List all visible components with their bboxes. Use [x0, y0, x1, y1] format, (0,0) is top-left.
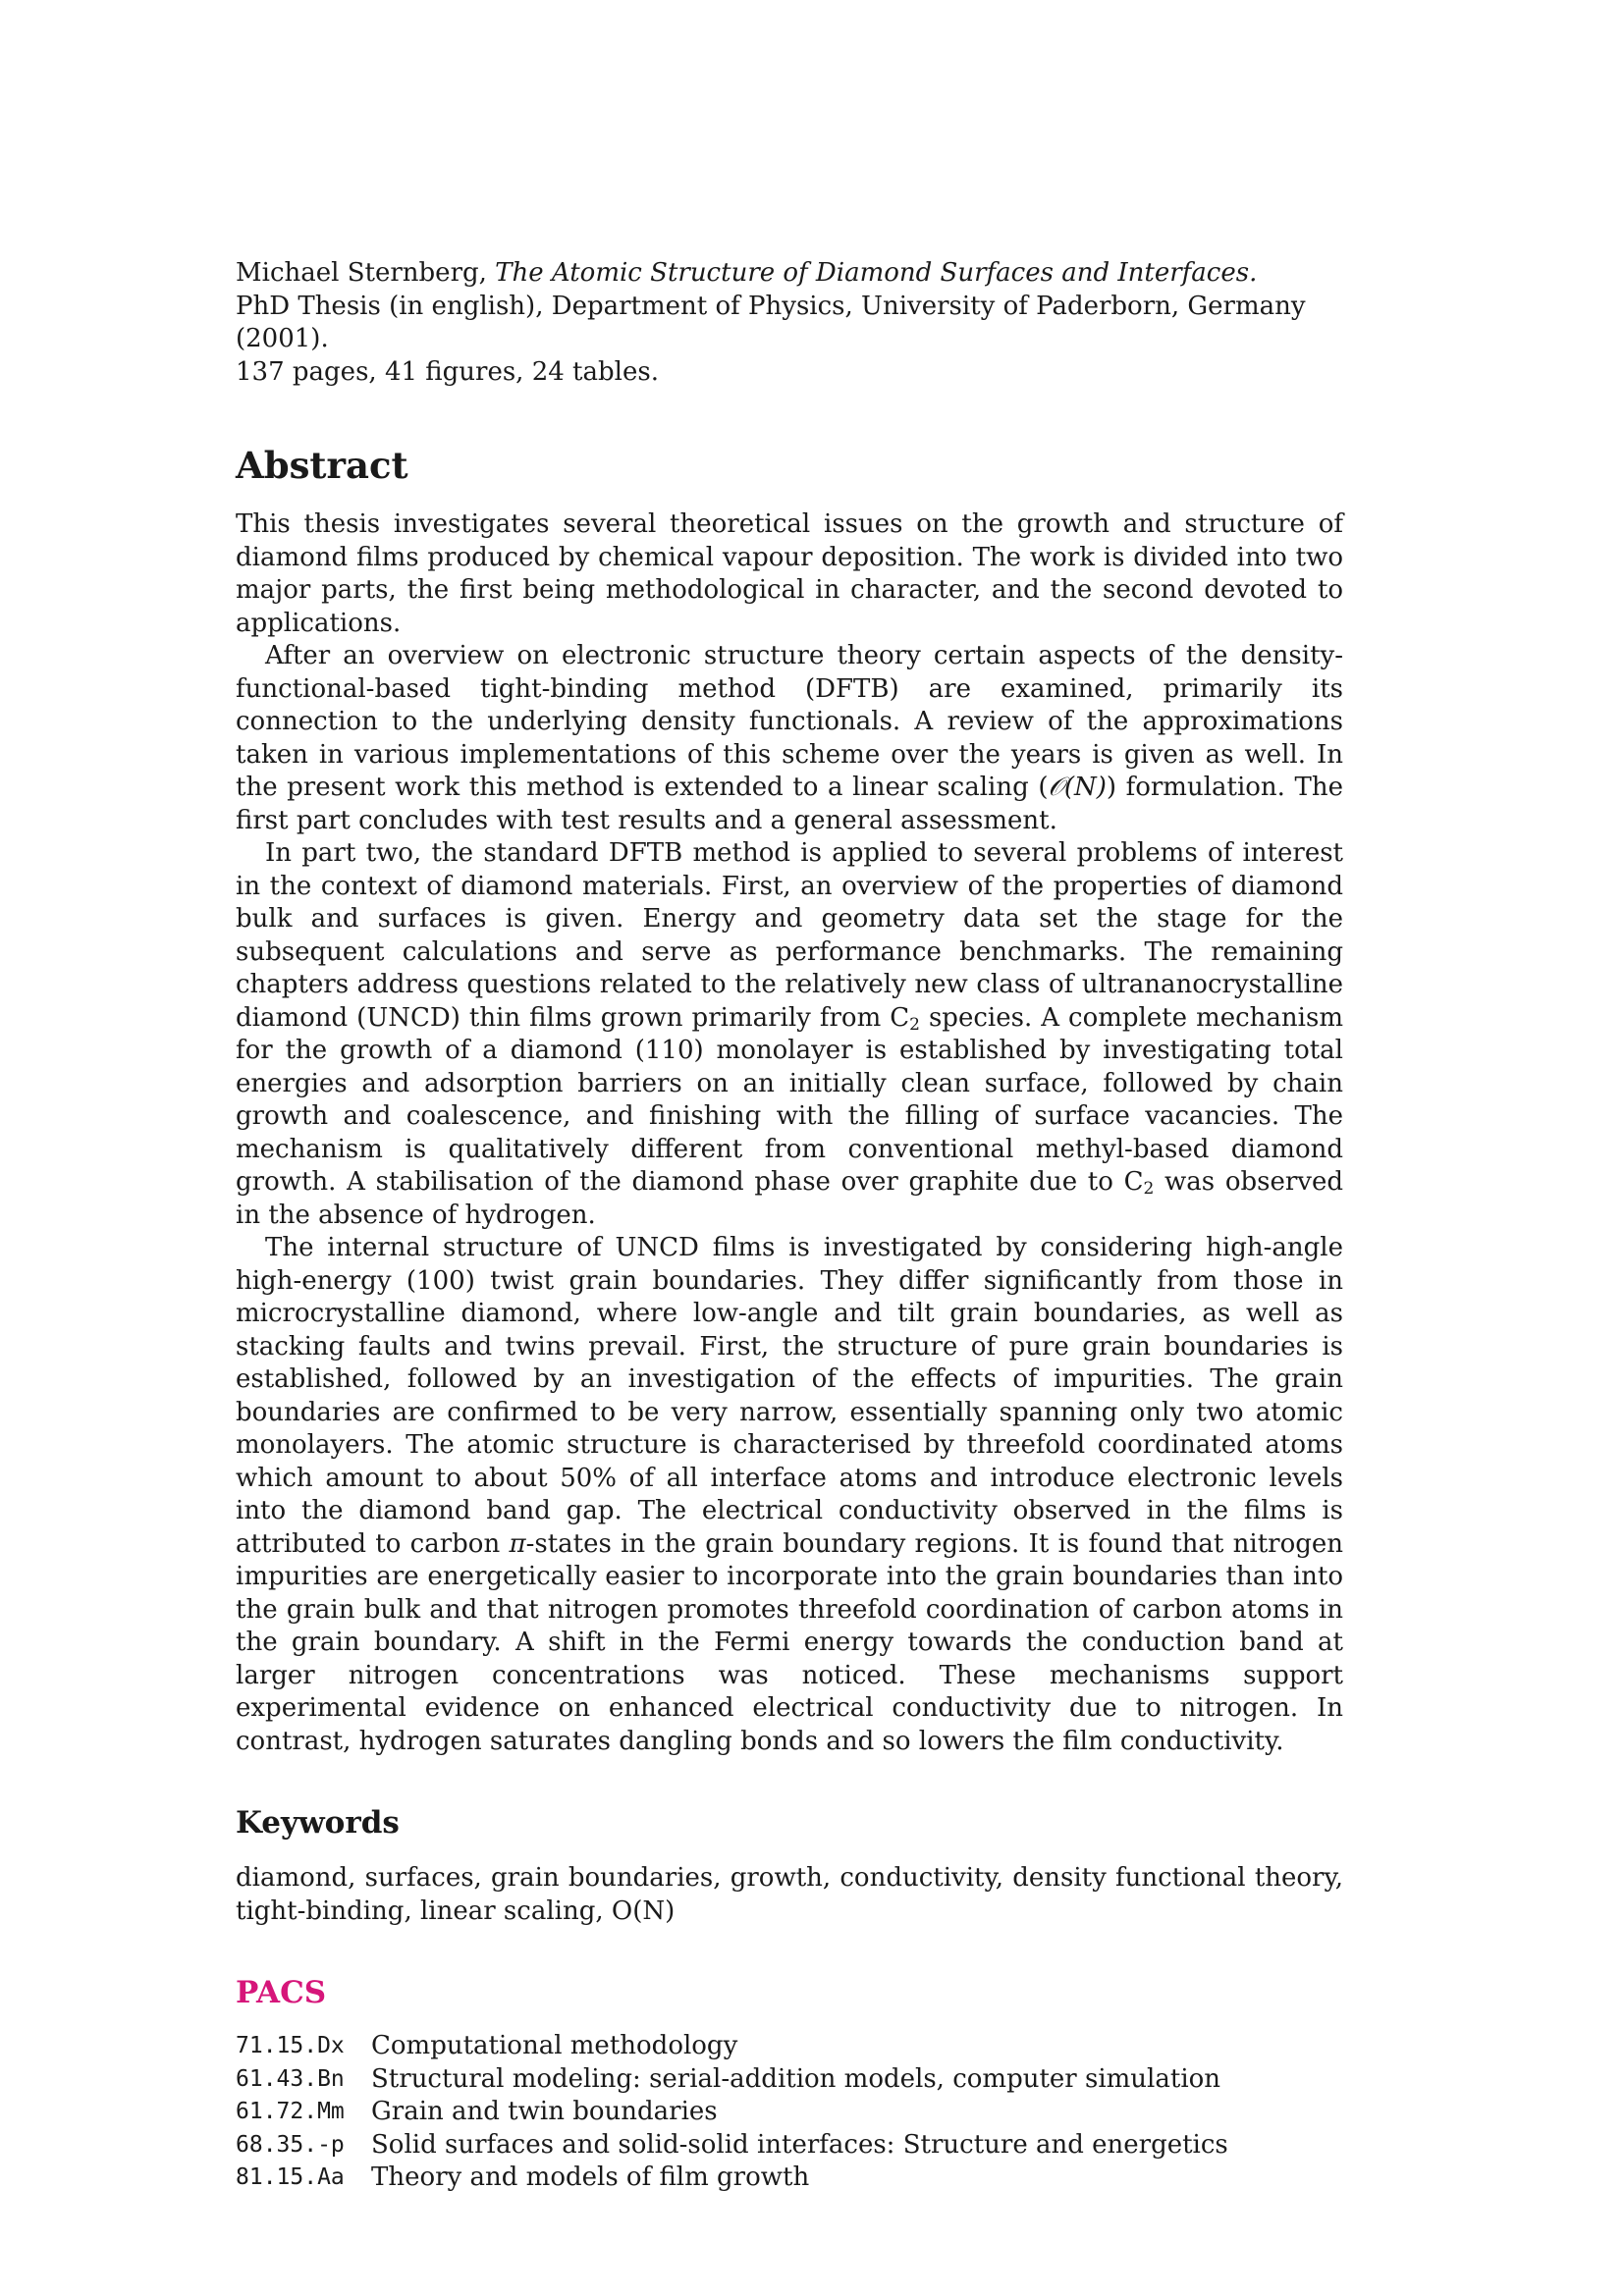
pacs-description: Structural modeling: serial-addition models, computer simulation	[371, 2063, 1221, 2094]
abstract-paragraph-3: In part two, the standard DFTB method is applied to several problems of interest in the context of diamond materials. First, an overview of the properties of diamond bulk and surfaces is given. Energy and geometry data set the stage for the subsequent calculations and serve as performance benchmarks. The remaining chapters address questions related to the relatively new class of ultrananocrystalline diamond (UNCD) thin films grown primarily from $C_2$ species. A complete mechanism for the growth of a diamond (110) monolayer is established by investigating total energies and adsorption barriers on an initially clean surface, followed by chain growth and coalescence, and finishing with the filling of surface vacancies. The mechanism is qualitatively different from conventional methyl-based diamond growth. A stabilisation of the diamond phase over graphite due to $C_2$ was observed in the absence of hydrogen.	[236, 838, 1344, 1230]
citation-extent-line: 137 pages, 41 figures, 24 tables.	[236, 356, 659, 387]
abstract-paragraph-4: The internal structure of UNCD films is investigated by considering high-angle high-energy (100) twist grain boundaries. They differ significantly from those in microcrystalline diamond, where low-angle and tilt grain boundaries, as well as stacking faults and twins prevail. First, the structure of pure grain boundaries is established, followed by an investigation of the effects of impurities. The grain boundaries are confirmed to be very narrow, essentially spanning only two atomic monolayers. The atomic structure is characterised by threefold coordinated atoms which amount to about 50% of all interface atoms and introduce electronic levels into the diamond band gap. The electrical conductivity observed in the films is attributed to carbon π-states in the grain boundary regions. It is found that nitrogen impurities are energetically easier to incorporate into the grain boundaries than into the grain bulk and that nitrogen promotes threefold coordination of carbon atoms in the grain boundary. A shift in the Fermi energy towards the conduction band at larger nitrogen concentrations was noticed. These mechanisms support experimental evidence on enhanced electrical conductivity due to nitrogen. In contrast, hydrogen saturates dangling bonds and so lowers the film conductivity.	[236, 1233, 1343, 1756]
citation-title-line	[236, 257, 1343, 291]
pacs-item	[236, 2096, 1343, 2129]
pacs-item	[236, 2129, 1343, 2163]
pacs-code: 81.15.Aa	[236, 2164, 345, 2190]
pi-symbol: π	[509, 1528, 526, 1559]
pacs-code: 68.35.-p	[236, 2131, 345, 2158]
pacs-code: 61.43.Bn	[236, 2065, 345, 2092]
pacs-item	[236, 2162, 1343, 2195]
pacs-description: Computational methodology	[371, 2031, 738, 2060]
pacs-code: 61.72.Mm	[236, 2099, 345, 2124]
abstract-paragraph-2: After an overview on electronic structure theory certain aspects of the density-functional-based tight-binding method (DFTB) are examined, primarily its connection to the underlying density functionals. A review of the approximations taken in various implementations of this scheme over the years is given as well. In the present work this method is extended to a linear scaling (𝒪(N)) formulation. The first part concludes with test results and a general assessment.	[236, 641, 1343, 835]
citation-author: Michael Sternberg,	[236, 258, 487, 288]
keywords-heading: Keywords	[236, 1805, 400, 1841]
abstract-heading: Abstract	[236, 444, 408, 487]
pacs-code: 71.15.Dx	[236, 2033, 345, 2058]
subscript-two: 2	[909, 1014, 920, 1035]
abstract-body	[236, 508, 1343, 1758]
thesis-title: The Atomic Structure of Diamond Surfaces and Interfaces.	[495, 258, 1258, 288]
big-o-notation: 𝒪(N)	[1048, 773, 1107, 802]
abstract-paragraph-1: This thesis investigates several theoretical issues on the growth and structure of diamond films produced by chemical vapour deposition. The work is divided into two major parts, the first being methodological in character, and the second devoted to applications.	[236, 509, 1343, 638]
subscript-two: 2	[1143, 1179, 1155, 1199]
pacs-description: Solid surfaces and solid-solid interfaces: Structure and energetics	[371, 2129, 1228, 2160]
pacs-description: Theory and models of film growth	[371, 2163, 810, 2192]
pacs-heading: PACS	[236, 1975, 327, 2010]
pacs-list	[236, 2030, 1343, 2195]
document-page	[236, 257, 1343, 2195]
pacs-item	[236, 2030, 1343, 2063]
citation-block	[236, 257, 1343, 389]
pacs-description: Grain and twin boundaries	[371, 2097, 718, 2126]
citation-degree-line: PhD Thesis (in english), Department of Physics, University of Paderborn, Germany (2001).	[236, 291, 1306, 353]
pacs-item	[236, 2063, 1343, 2097]
keywords-text: diamond, surfaces, grain boundaries, growth, conductivity, density functional theory, tight-binding, linear scaling, O(N)	[236, 1863, 1343, 1926]
